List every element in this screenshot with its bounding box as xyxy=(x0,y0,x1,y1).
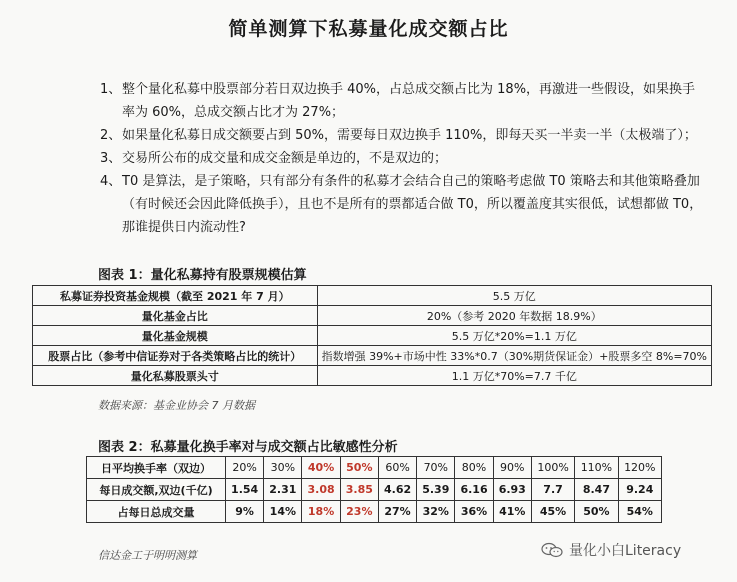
table-cell: 50% xyxy=(340,457,378,479)
sensitivity-table xyxy=(86,456,662,523)
table-cell: 110% xyxy=(575,457,618,479)
table-cell: 股票占比（参考中信证券对于各类策略占比的统计） xyxy=(33,346,318,366)
table-cell: 6.93 xyxy=(493,479,531,501)
list-item-text: 如果量化私募日成交额要占到 50%，需要每日双边换手 110%，即每天买一半卖一半（太极端了）； xyxy=(122,128,697,143)
table-cell: 9% xyxy=(226,501,264,523)
table-cell: 30% xyxy=(264,457,302,479)
watermark xyxy=(541,540,681,560)
row-header: 占每日总成交量 xyxy=(87,501,226,523)
table-row xyxy=(87,501,662,523)
table-cell: 指数增强 39%+市场中性 33%*0.7（30%期货保证金）+股票多空 8%=70% xyxy=(317,346,711,366)
table-cell: 70% xyxy=(417,457,455,479)
table-cell: 1.54 xyxy=(226,479,264,501)
table-cell: 32% xyxy=(417,501,455,523)
table-row xyxy=(33,346,712,366)
list-item-text: 交易所公布的成交量和成交金额是单边的，不是双边的； xyxy=(122,151,448,166)
watermark-text: 量化小白Literacy xyxy=(569,543,682,559)
table-row xyxy=(33,286,712,306)
list-item-text: 整个量化私募中股票部分若日双边换手 40%，占总成交额占比为 18%，再激进一些假设，如果换手率为 60%，总成交额占比才为 27%； xyxy=(122,82,696,120)
table-cell: 60% xyxy=(378,457,416,479)
table-cell: 4.62 xyxy=(378,479,416,501)
table-cell: 2.31 xyxy=(264,479,302,501)
table-cell: 90% xyxy=(493,457,531,479)
table1-title: 图表 1：量化私募持有股票规模估算 xyxy=(98,268,307,283)
table-row xyxy=(87,479,662,501)
table-cell: 120% xyxy=(618,457,661,479)
table2-title: 图表 2：私募量化换手率对与成交额占比敏感性分析 xyxy=(98,440,398,455)
list-item xyxy=(100,124,705,147)
table-cell: 5.5 万亿 xyxy=(317,286,711,306)
table-cell: 20%（参考 2020 年数据 18.9%） xyxy=(317,306,711,326)
table-cell: 100% xyxy=(531,457,574,479)
table-row xyxy=(33,366,712,386)
table-cell: 量化私募股票头寸 xyxy=(33,366,318,386)
wechat-icon xyxy=(541,542,563,558)
table-cell: 5.39 xyxy=(417,479,455,501)
table-cell: 3.85 xyxy=(340,479,378,501)
table-cell: 45% xyxy=(531,501,574,523)
table-cell: 18% xyxy=(302,501,340,523)
table-cell: 23% xyxy=(340,501,378,523)
list-item xyxy=(100,78,705,124)
table-cell: 80% xyxy=(455,457,493,479)
table-cell: 8.47 xyxy=(575,479,618,501)
list-item-number: 1、 xyxy=(100,82,122,97)
table-cell: 5.5 万亿*20%=1.1 万亿 xyxy=(317,326,711,346)
table-cell: 50% xyxy=(575,501,618,523)
table1-source-note: 数据来源：基金业协会 7 月数据 xyxy=(98,399,255,412)
table-row xyxy=(33,326,712,346)
table-cell: 41% xyxy=(493,501,531,523)
table-cell: 1.1 万亿*70%=7.7 千亿 xyxy=(317,366,711,386)
table-row xyxy=(87,457,662,479)
table-row xyxy=(33,306,712,326)
table-cell: 私募证券投资基金规模（截至 2021 年 7 月） xyxy=(33,286,318,306)
table-cell: 6.16 xyxy=(455,479,493,501)
key-points-list xyxy=(100,78,705,239)
page-title: 简单测算下私募量化成交额占比 xyxy=(228,18,509,40)
table-cell: 量化基金规模 xyxy=(33,326,318,346)
table-cell: 14% xyxy=(264,501,302,523)
table-cell: 3.08 xyxy=(302,479,340,501)
row-header: 每日成交额,双边(千亿) xyxy=(87,479,226,501)
table-cell: 27% xyxy=(378,501,416,523)
row-header: 日平均换手率（双边） xyxy=(87,457,226,479)
table-cell: 量化基金占比 xyxy=(33,306,318,326)
table-cell: 20% xyxy=(226,457,264,479)
table-cell: 9.24 xyxy=(618,479,661,501)
list-item-number: 4、 xyxy=(100,174,122,189)
list-item-number: 2、 xyxy=(100,128,122,143)
list-item-number: 3、 xyxy=(100,151,122,166)
list-item-text: T0 是算法，是子策略，只有部分有条件的私募才会结合自己的策略考虑做 T0 策略去和其他策略叠加（有时候还会因此降低换手），且也不是所有的票都适合做 T0，所以覆盖度其实很低，试想都做 T0，那谁提供日内流动性? xyxy=(122,174,703,235)
table-cell: 36% xyxy=(455,501,493,523)
list-item xyxy=(100,170,705,239)
table-cell: 54% xyxy=(618,501,661,523)
table-cell: 7.7 xyxy=(531,479,574,501)
list-item xyxy=(100,147,705,170)
table2-source-note: 信达金工于明明测算 xyxy=(98,549,197,562)
holdings-estimate-table xyxy=(32,285,712,386)
table-cell: 40% xyxy=(302,457,340,479)
